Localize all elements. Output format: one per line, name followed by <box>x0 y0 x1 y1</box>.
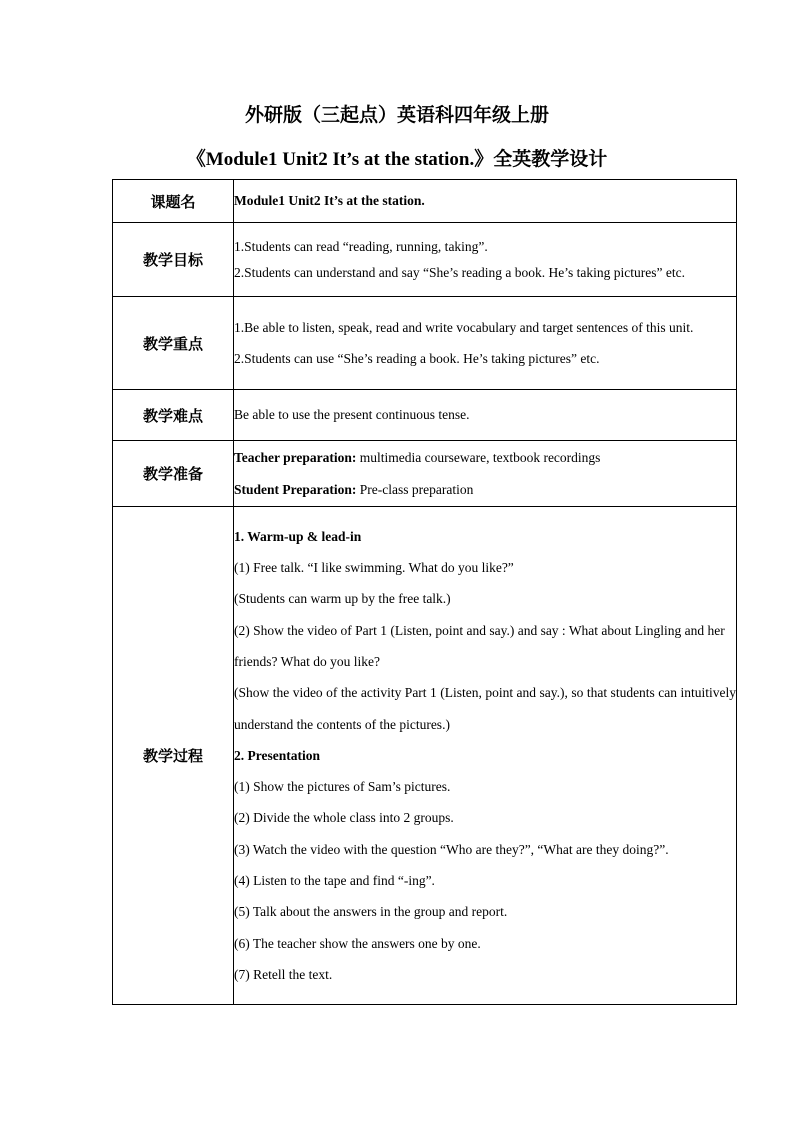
table-row-difficulties <box>113 390 737 441</box>
process-line: (5) Talk about the answers in the group and report. <box>234 904 508 920</box>
process-line: (Students can warm up by the free talk.) <box>234 591 451 607</box>
teacher-preparation-line <box>234 442 736 473</box>
table-row-key-points <box>113 297 737 390</box>
preparation-content <box>234 441 737 507</box>
document-title: 外研版（三起点）英语科四年级上册 <box>244 105 549 126</box>
process-line: (2) Show the video of Part 1 (Listen, point and say.) and say : What about Lingling and her friends? What do you like? <box>234 622 725 669</box>
process-line: (7) Retell the text. <box>234 966 333 982</box>
key-point-line: 2.Students can use “She’s reading a book. He’s taking pictures” etc. <box>234 351 600 366</box>
student-preparation-line <box>234 474 736 505</box>
table-row-objectives <box>113 223 737 297</box>
row-label-topic: 课题名 <box>113 180 234 223</box>
section-heading-presentation: 2. Presentation <box>234 747 320 763</box>
student-preparation-label: Student Preparation: <box>234 481 357 497</box>
table-row-preparation <box>113 441 737 507</box>
row-label-objectives: 教学目标 <box>113 223 234 297</box>
key-points-content <box>234 297 737 390</box>
section-heading-warm-up: 1. Warm-up & lead-in <box>234 528 362 544</box>
teacher-preparation-value: multimedia courseware, textbook recordings <box>359 450 601 466</box>
process-line: (Show the video of the activity Part 1 (Listen, point and say.), so that students can intuitively understand the contents of the pictures.) <box>234 685 736 732</box>
process-content <box>234 507 737 1005</box>
objective-line: 1.Students can read “reading, running, taking”. <box>234 238 488 254</box>
row-label-process: 教学过程 <box>113 507 234 1005</box>
process-line: (1) Show the pictures of Sam’s pictures. <box>234 779 451 795</box>
row-label-preparation: 教学准备 <box>113 441 234 507</box>
table-row-process <box>113 507 737 1005</box>
objective-line: 2.Students can understand and say “She’s reading a book. He’s taking pictures” etc. <box>234 264 686 280</box>
row-label-difficulties: 教学难点 <box>113 390 234 441</box>
process-line: (6) The teacher show the answers one by one. <box>234 935 481 951</box>
student-preparation-value: Pre-class preparation <box>359 481 474 497</box>
process-line: (2) Divide the whole class into 2 groups. <box>234 810 454 826</box>
topic-value: Module1 Unit2 It’s at the station. <box>234 180 737 223</box>
key-point-line: 1.Be able to listen, speak, read and write vocabulary and target sentences of this unit. <box>234 319 694 335</box>
lesson-plan-table <box>112 179 737 1005</box>
teacher-preparation-label: Teacher preparation: <box>234 450 357 466</box>
document-subtitle: 《Module1 Unit2 It’s at the station.》全英教学设计 <box>186 149 608 170</box>
row-label-key-points: 教学重点 <box>113 297 234 390</box>
objectives-content <box>234 223 737 297</box>
process-line: (1) Free talk. “I like swimming. What do you like?” <box>234 560 514 576</box>
difficulties-value: Be able to use the present continuous tense. <box>234 390 737 441</box>
process-line: (4) Listen to the tape and find “-ing”. <box>234 873 435 889</box>
table-row-topic <box>113 180 737 223</box>
process-line: (3) Watch the video with the question “Who are they?”, “What are they doing?”. <box>234 841 669 857</box>
